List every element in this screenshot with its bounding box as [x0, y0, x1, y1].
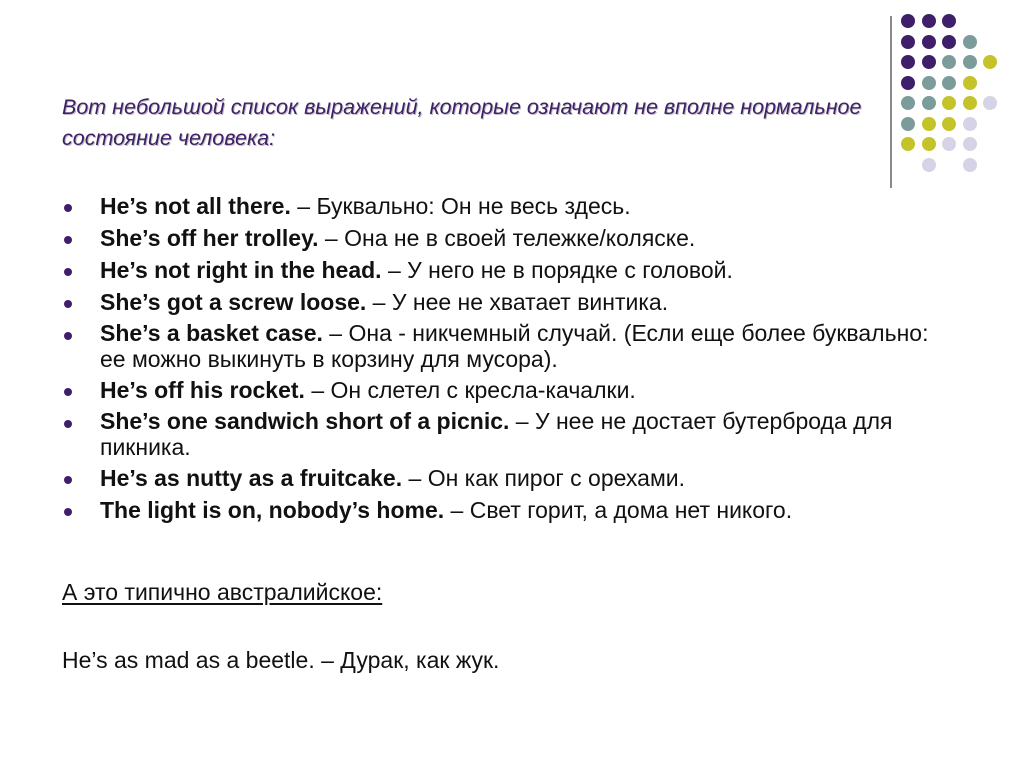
list-item: [62, 257, 942, 284]
english-phrase: She’s a basket case.: [100, 320, 323, 346]
decorative-dot: [901, 35, 915, 49]
decorative-dot: [963, 137, 977, 151]
australian-example: He’s as mad as a beetle. – Дурак, как жук.: [62, 647, 500, 673]
list-item: [62, 409, 942, 460]
decorative-dot: [922, 76, 936, 90]
decorative-dot: [922, 137, 936, 151]
decorative-dot: [901, 55, 915, 69]
decorative-dot: [942, 76, 956, 90]
decorative-dot: [901, 14, 915, 28]
english-phrase: She’s off her trolley.: [100, 225, 319, 251]
decorative-dot: [963, 158, 977, 172]
decorative-dot: [983, 96, 997, 110]
australian-section-heading: А это типично австралийское:: [62, 579, 383, 605]
russian-translation: – Свет горит, а дома нет никого.: [444, 497, 793, 523]
decorative-dot: [901, 76, 915, 90]
bullet-dot-icon: [64, 236, 72, 244]
bullet-dot-icon: [64, 300, 72, 308]
decorative-dot: [922, 35, 936, 49]
russian-translation: – У нее не достает бутерброда для пикника.: [100, 408, 893, 460]
decorative-dot: [901, 117, 915, 131]
list-item: [62, 321, 942, 372]
list-item: [62, 497, 942, 524]
decorative-dot: [942, 14, 956, 28]
russian-translation: – Она - никчемный случай. (Если еще более буквально: ее можно выкинуть в корзину для мусора).: [100, 320, 929, 372]
list-item: [62, 225, 942, 252]
decorative-dot: [983, 55, 997, 69]
russian-translation: – У него не в порядке с головой.: [381, 257, 733, 283]
decorative-dot: [963, 35, 977, 49]
decorative-dot: [942, 35, 956, 49]
decorative-dot: [942, 137, 956, 151]
decorative-dot: [963, 76, 977, 90]
list-item: [62, 289, 942, 316]
decorative-dot: [942, 55, 956, 69]
list-item: [62, 465, 942, 492]
decorative-dot: [963, 55, 977, 69]
decorative-dot: [922, 158, 936, 172]
list-item: [62, 377, 942, 404]
decorative-dot: [922, 117, 936, 131]
bullet-dot-icon: [64, 476, 72, 484]
english-phrase: He’s not all there.: [100, 193, 291, 219]
list-item: [62, 193, 942, 220]
russian-translation: – Буквально: Он не весь здесь.: [290, 193, 631, 219]
russian-translation: – Он как пирог с орехами.: [402, 465, 685, 491]
decorative-dot: [963, 96, 977, 110]
bullet-dot-icon: [64, 388, 72, 396]
decorative-dot: [942, 117, 956, 131]
bullet-dot-icon: [64, 508, 72, 516]
russian-translation: – Он слетел с кресла-качалки.: [304, 377, 636, 403]
decorative-dot: [901, 137, 915, 151]
english-phrase: The light is on, nobody’s home.: [100, 497, 445, 523]
russian-translation: – У нее не хватает винтика.: [366, 289, 669, 315]
decorative-dot: [922, 55, 936, 69]
expressions-list: [62, 193, 942, 529]
english-phrase: He’s as nutty as a fruitcake.: [100, 465, 403, 491]
english-phrase: He’s off his rocket.: [100, 377, 305, 403]
russian-translation: – Она не в своей тележке/коляске.: [318, 225, 696, 251]
english-phrase: She’s one sandwich short of a picnic.: [100, 408, 510, 434]
bullet-dot-icon: [64, 420, 72, 428]
decorative-dot: [922, 14, 936, 28]
decorative-dot: [922, 96, 936, 110]
bullet-dot-icon: [64, 332, 72, 340]
decorative-dot-grid: [901, 14, 1021, 174]
decorative-dot: [901, 96, 915, 110]
english-phrase: He’s not right in the head.: [100, 257, 382, 283]
bullet-dot-icon: [64, 204, 72, 212]
slide-heading: Вот небольшой список выражений, которые означают не вполне нормальное состояние человека:: [62, 95, 862, 150]
bullet-dot-icon: [64, 268, 72, 276]
english-phrase: She’s got a screw loose.: [100, 289, 367, 315]
decorative-dot: [963, 117, 977, 131]
decorative-dot: [942, 96, 956, 110]
